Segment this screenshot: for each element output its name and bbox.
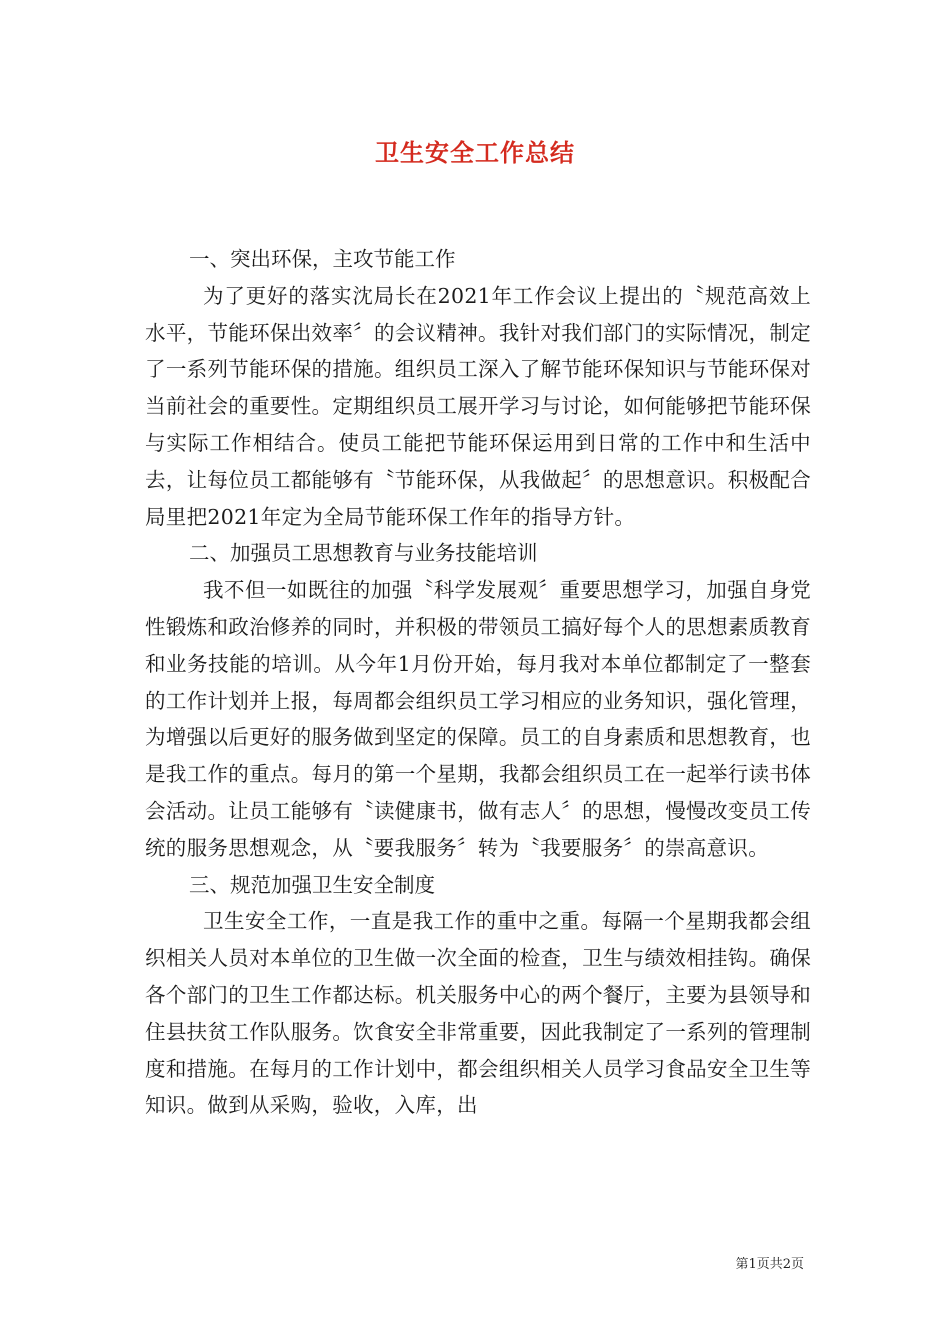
- section-heading: 三、规范加强卫生安全制度: [189, 872, 435, 897]
- section-paragraph: 我不但一如既往的加强〝科学发展观〞重要思想学习，加强自身党性锻炼和政治修养的同时，并积极的带领员工搞好每个人的思想素质教育和业务技能的培训。从今年1月份开始，每月我对本单位都制定了一整套的工作计划并上报，每周都会组织员工学习相应的业务知识，强化管理，为增强以后更好的服务做到坚定的保障。员工的自身素质和思想教育，也是我工作的重点。每月的第一个星期，我都会组织员工在一起举行读书体会活动。让员工能够有〝读健康书，做有志人〞的思想，慢慢改变员工传统的服务思想观念，从〝要我服务〞转为〝我要服务〞的崇高意识。: [145, 578, 811, 860]
- document-title: 卫生安全工作总结: [375, 139, 575, 167]
- section-paragraph: 卫生安全工作，一直是我工作的重中之重。每隔一个星期我都会组织相关人员对本单位的卫生做一次全面的检查，卫生与绩效相挂钩。确保各个部门的卫生工作都达标。机关服务中心的两个餐厅，主要为县领导和住县扶贫工作队服务。饮食安全非常重要，因此我制定了一系列的管理制度和措施。在每月的工作计划中，都会组织相关人员学习食品安全卫生等知识。做到从采购，验收，入库，出: [145, 909, 811, 1118]
- page-number: 第1页共2页: [735, 1257, 804, 1272]
- document-body: [145, 241, 811, 1124]
- section-heading: 二、加强员工思想教育与业务技能培训: [189, 541, 538, 566]
- section-paragraph: 为了更好的落实沈局长在2021年工作会议上提出的〝规范高效上水平，节能环保出效率〞的会议精神。我针对我们部门的实际情况，制定了一系列节能环保的措施。组织员工深入了解节能环保知识与节能环保对当前社会的重要性。定期组织员工展开学习与讨论，如何能够把节能环保与实际工作相结合。使员工能把节能环保运用到日常的工作中和生活中去，让每位员工都能够有〝节能环保，从我做起〞的思想意识。积极配合局里把2021年定为全局节能环保工作年的指导方针。: [145, 283, 811, 529]
- section-heading: 一、突出环保，主攻节能工作: [189, 247, 456, 271]
